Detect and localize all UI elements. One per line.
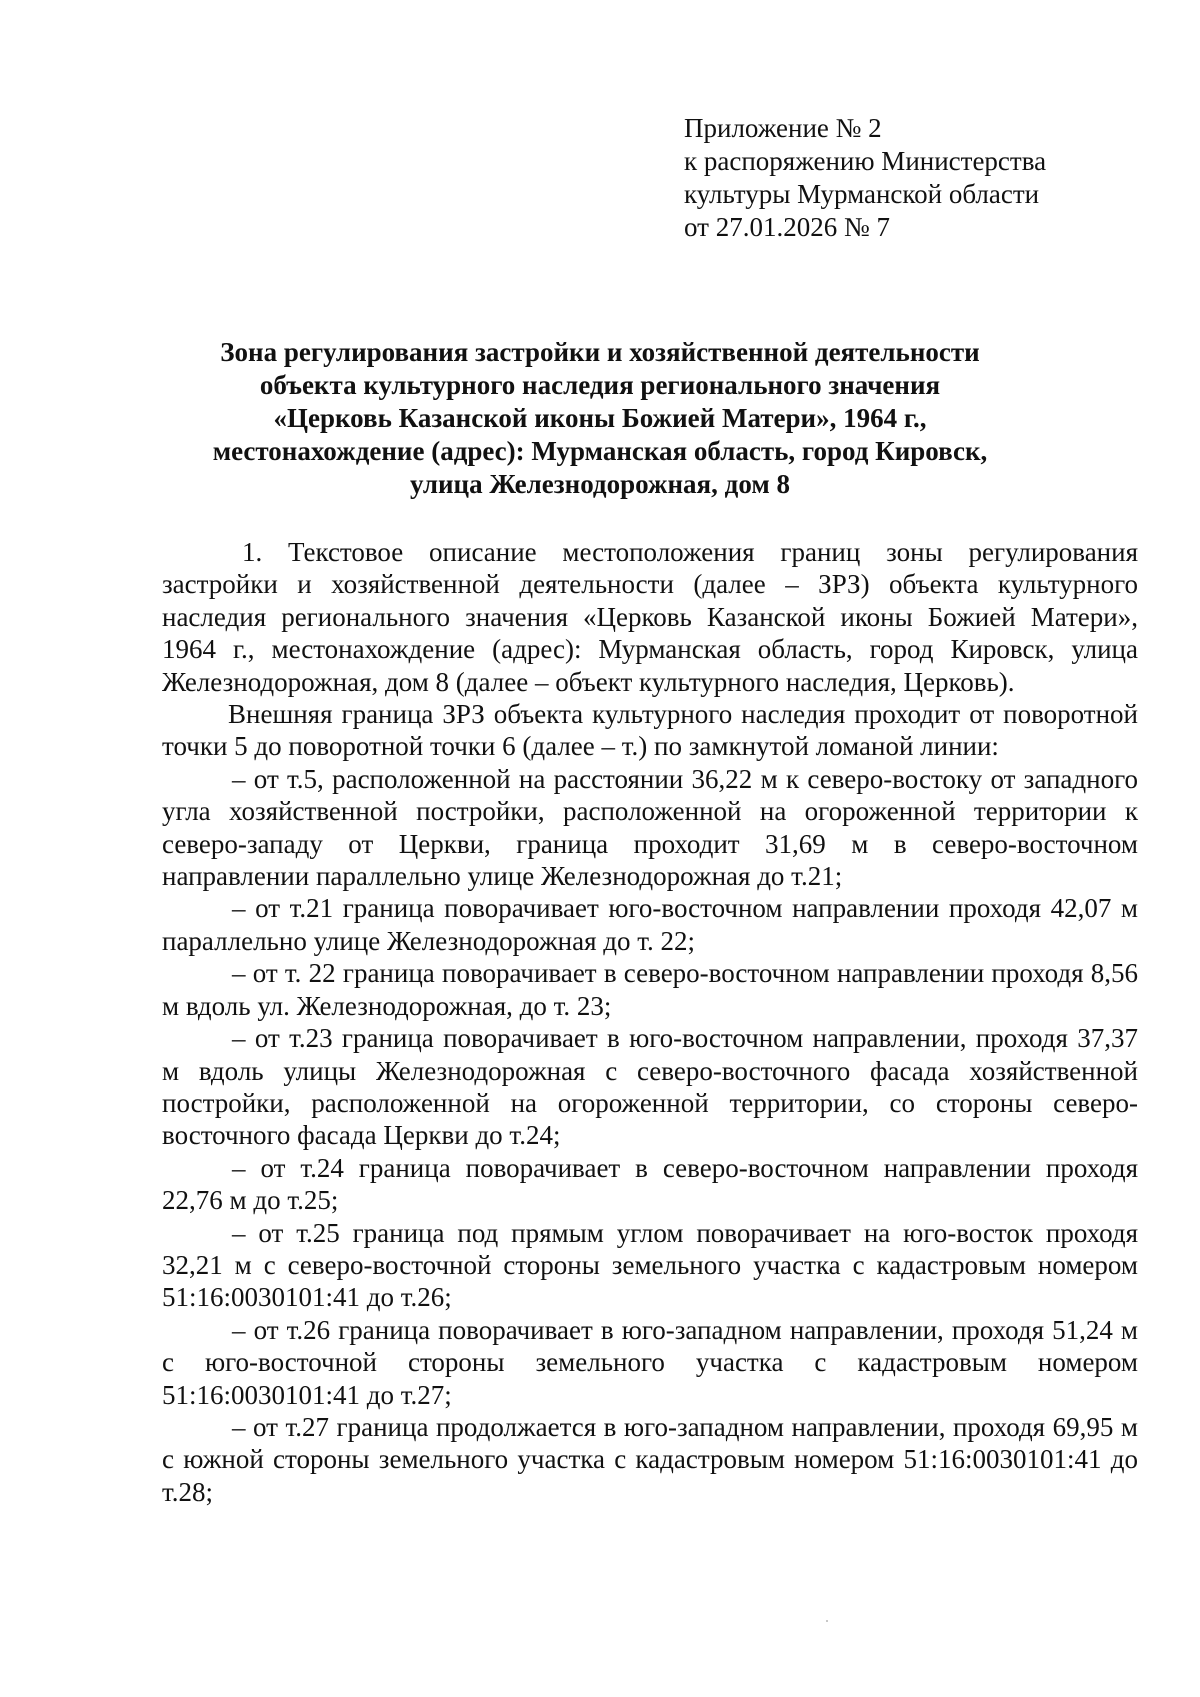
- boundary-item: – от т.5, расположенной на расстоянии 36,22 м к северо-востоку от западного угла хозяйственной постройки, расположенной на огороженной территории к северо-западу от Церкви, граница проходит 31,69 м в северо-восточном направлении параллельно улице Железнодорожная до т.21;: [162, 763, 1138, 892]
- title-line-3: «Церковь Казанской иконы Божией Матери», 1964 г.,: [273, 403, 927, 433]
- annex-ministry: культуры Мурманской области: [684, 179, 1040, 209]
- paragraph-description: 1. Текстовое описание местоположения границ зоны регулирования застройки и хозяйственной деятельности (далее – ЗРЗ) объекта культурного наследия регионального значения «Церковь Казанской иконы Божией Матери», 1964 г., местонахождение (адрес): Мурманская область, город Кировск, улица Железнодорожная, дом 8 (далее – объект культурного наследия, Церковь).: [162, 537, 1138, 697]
- annex-reference: к распоряжению Министерства: [684, 146, 1047, 176]
- document-title: [150, 336, 1050, 501]
- document-body: [162, 536, 1138, 1508]
- boundary-item: – от т.26 граница поворачивает в юго-западном направлении, проходя 51,24 м с юго-восточной стороны земельного участка с кадастровым номером 51:16:0030101:41 до т.27;: [162, 1314, 1138, 1410]
- title-line-4: местонахождение (адрес): Мурманская область, город Кировск,: [212, 436, 988, 466]
- title-line-5: улица Железнодорожная, дом 8: [410, 469, 790, 499]
- boundary-item: – от т.25 граница под прямым углом поворачивает на юго-восток проходя 32,21 м с северо-восточной стороны земельного участка с кадастровым номером 51:16:0030101:41 до т.26;: [162, 1217, 1138, 1313]
- boundary-item: – от т. 22 граница поворачивает в северо-восточном направлении проходя 8,56 м вдоль ул. Железнодорожная, до т. 23;: [162, 958, 1138, 1021]
- boundary-item: – от т.21 граница поворачивает юго-восточном направлении проходя 42,07 м параллельно улице Железнодорожная до т. 22;: [162, 893, 1138, 956]
- title-line-2: объекта культурного наследия регионального значения: [259, 370, 941, 400]
- title-line-1: Зона регулирования застройки и хозяйственной деятельности: [220, 337, 980, 367]
- annex-header: [684, 112, 1124, 244]
- scan-speck: [826, 1620, 828, 1622]
- annex-date-number: от 27.01.2026 № 7: [684, 212, 890, 242]
- boundary-item: – от т.24 граница поворачивает в северо-восточном направлении проходя 22,76 м до т.25;: [162, 1152, 1138, 1216]
- annex-number: Приложение № 2: [684, 113, 882, 143]
- paragraph-outer-boundary: Внешняя граница ЗРЗ объекта культурного наследия проходит от поворотной точки 5 до поворотной точки 6 (далее – т.) по замкнутой ломаной линии:: [162, 699, 1138, 762]
- boundary-item: – от т.27 граница продолжается в юго-западном направлении, проходя 69,95 м с южной стороны земельного участка с кадастровым номером 51:16:0030101:41 до т.28;: [162, 1411, 1138, 1507]
- boundary-item: – от т.23 граница поворачивает в юго-восточном направлении, проходя 37,37 м вдоль улицы Железнодорожная с северо-восточного фасада хозяйственной постройки, расположенной на огороженной территории, со стороны северо-восточного фасада Церкви до т.24;: [162, 1023, 1138, 1151]
